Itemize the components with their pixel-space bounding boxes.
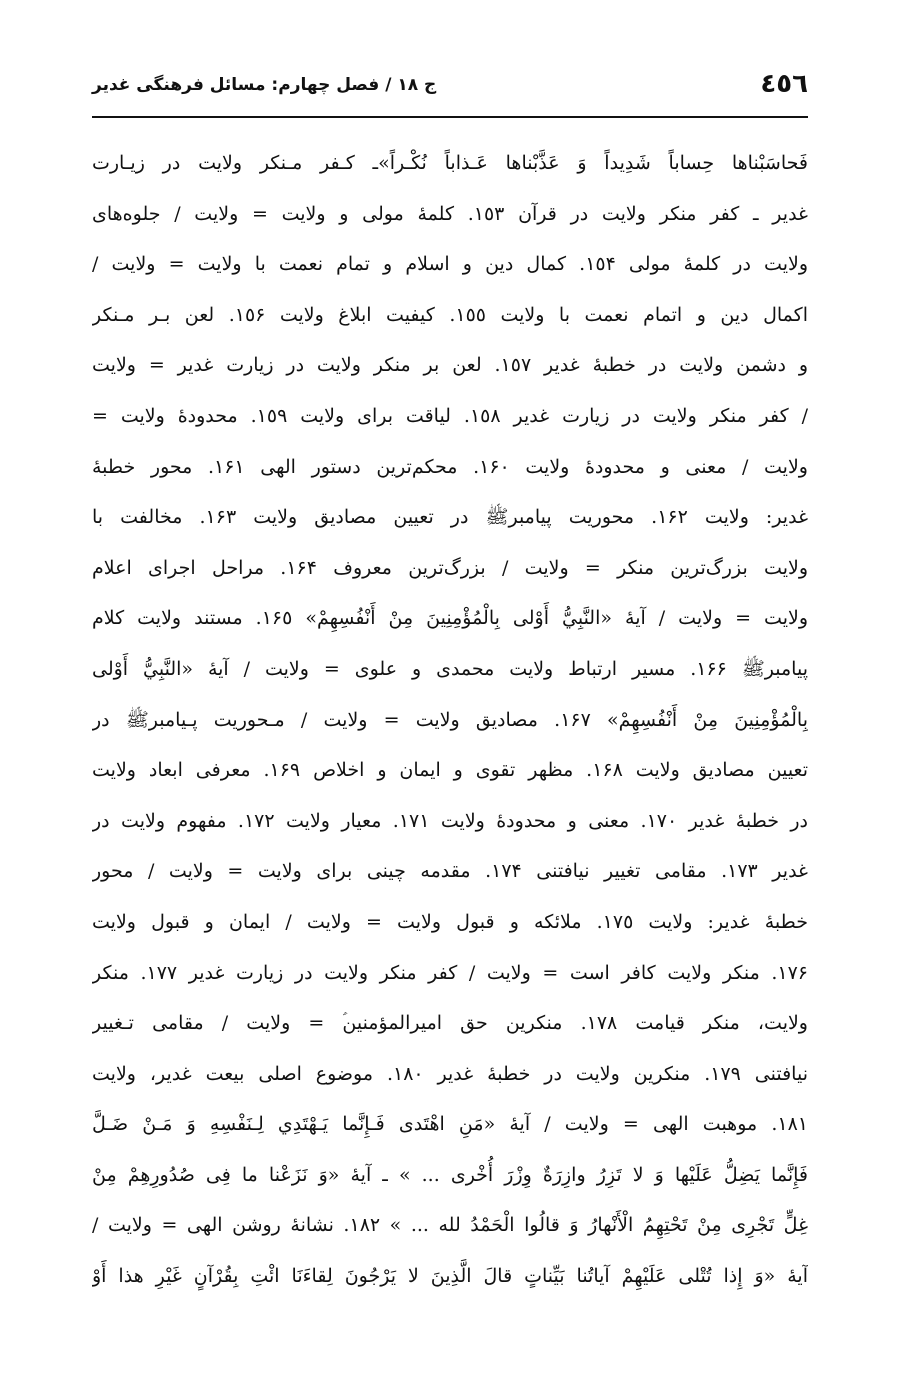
text-line: فَحاسَبْناها حِساباً شَدِيداً وَ عَذَّبْناها عَـذاباً نُكْـراً»ـ كـفر مـنكر ولايت در زيـارت [92, 152, 808, 174]
text-line: بِالْمُؤْمِنِينَ مِنْ أَنْفُسِهِمْ» ١۶٧. مصاديق ولايت = ولايت / مـحوريت پـيامبرﷺ در [92, 708, 808, 731]
text-line: آيۀ «وَ إِذا تُتْلى عَلَيْهِمْ آياتُنا بَيِّناتٍ قالَ الَّذِينَ لا يَرْجُونَ لِقاءَنَا ائْتِ بِقُرْآنٍ غَيْرِ هذا أَوْ [92, 1265, 808, 1288]
running-title: ج ١٨ / فصل چهارم: مسائل فرهنگی غدیر [92, 75, 437, 95]
text-line: ١٨١. موهبت الهى = ولايت / آيۀ «مَنِ اهْتَدى فَـإِنَّما يَـهْتَدِي لِـنَفْسِهِ وَ مَـنْ ضَـلَّ [92, 1113, 808, 1136]
text-line: / كفر منكر ولايت در زيارت غدير ١٥٨. لياقت براى ولايت ١٥٩. محدودۀ ولايت = [92, 404, 808, 427]
page-number: ٤٥٦ [760, 69, 808, 99]
text-line: در خطبۀ غدير ١٧٠. معنى و محدودۀ ولايت ١٧١. معيار ولايت ١٧٢. مفهوم ولايت در [92, 809, 808, 832]
text-line: و دشمن ولايت در خطبۀ غدير ١٥٧. لعن بر منكر ولايت در زيارت غدير = ولايت [92, 354, 808, 377]
text-line: ١٧۶. منكر ولايت كافر است = ولايت / كفر منكر ولايت در زيارت غدير ١٧٧. منكر [92, 961, 808, 984]
text-line: اكمال دين و اتمام نعمت با ولايت ١٥٥. كيفيت ابلاغ ولايت ١٥۶. لعن بـر مـنكر [92, 303, 808, 326]
text-line: ولايت در كلمۀ مولى ١٥۴. كمال دين و اسلام و تمام نعمت با ولايت = ولايت / [92, 253, 808, 276]
text-line: تعيين مصاديق ولايت ١۶٨. مظهر تقوى و ايمان و اخلاص ١۶٩. معرفى ابعاد ولايت [92, 759, 808, 782]
text-line: خطبۀ غدير: ولايت ١٧٥. ملائكه و قبول ولايت = ولايت / ايمان و قبول ولايت [92, 910, 808, 933]
text-line: غدير ـ كفر منكر ولايت در قرآن ١٥٣. كلمۀ مولى و ولايت = ولايت / جلوه‌هاى [92, 202, 808, 225]
text-line: ولايت بزرگ‌ترين منكر = ولايت / بزرگ‌ترين معروف ١۶۴. مراحل اجراى اعلام [92, 556, 808, 579]
body-text [92, 138, 808, 1302]
text-line: ولايت، منكر قيامت ١٧٨. منكرين حق اميرالمؤمنين‌ؑ = ولايت / مقامى تـغيير [92, 1012, 808, 1035]
header-divider [92, 116, 808, 118]
text-line: فَإِنَّما يَضِلُّ عَلَيْها وَ لا تَزِرُ وازِرَةٌ وِزْرَ أُخْرى ... » ـ آيۀ «وَ نَزَعْنا ما فِى صُدُورِهِمْ مِنْ [92, 1163, 808, 1186]
page-header [92, 64, 808, 108]
text-line: ولايت / معنى و محدودۀ ولايت ١۶٠. محكم‌ترين دستور الهى ١۶١. محور خطبۀ [92, 455, 808, 478]
text-line: پيامبرﷺ ١۶۶. مسير ارتباط ولايت محمدى و علوى = ولايت / آيۀ «النَّبِيُّ أَوْلى [92, 657, 808, 680]
text-line: غِلٍّ تَجْرِى مِنْ تَحْتِهِمُ الْأَنْهارُ وَ قالُوا الْحَمْدُ لله ... » ١٨٢. نشانۀ روشن الهى = ولايت / [92, 1214, 808, 1237]
text-line: نيافتنى ١٧٩. منكرين ولايت در خطبۀ غدير ١٨٠. موضوع اصلى بيعت غدير، ولايت [92, 1062, 808, 1085]
text-line: غدير ١٧٣. مقامى تغيير نيافتنى ١٧۴. مقدمه چينى براى ولايت = ولايت / محور [92, 860, 808, 883]
text-line: غدير: ولايت ١۶٢. محوريت پيامبرﷺ در تعيين مصاديق ولايت ١۶٣. مخالفت با [92, 506, 808, 529]
text-line: ولايت = ولايت / آيۀ «النَّبِيُّ أَوْلى بِالْمُؤْمِنِينَ مِنْ أَنْفُسِهِمْ» ١۶٥. مستند ولايت كلام [92, 607, 808, 630]
